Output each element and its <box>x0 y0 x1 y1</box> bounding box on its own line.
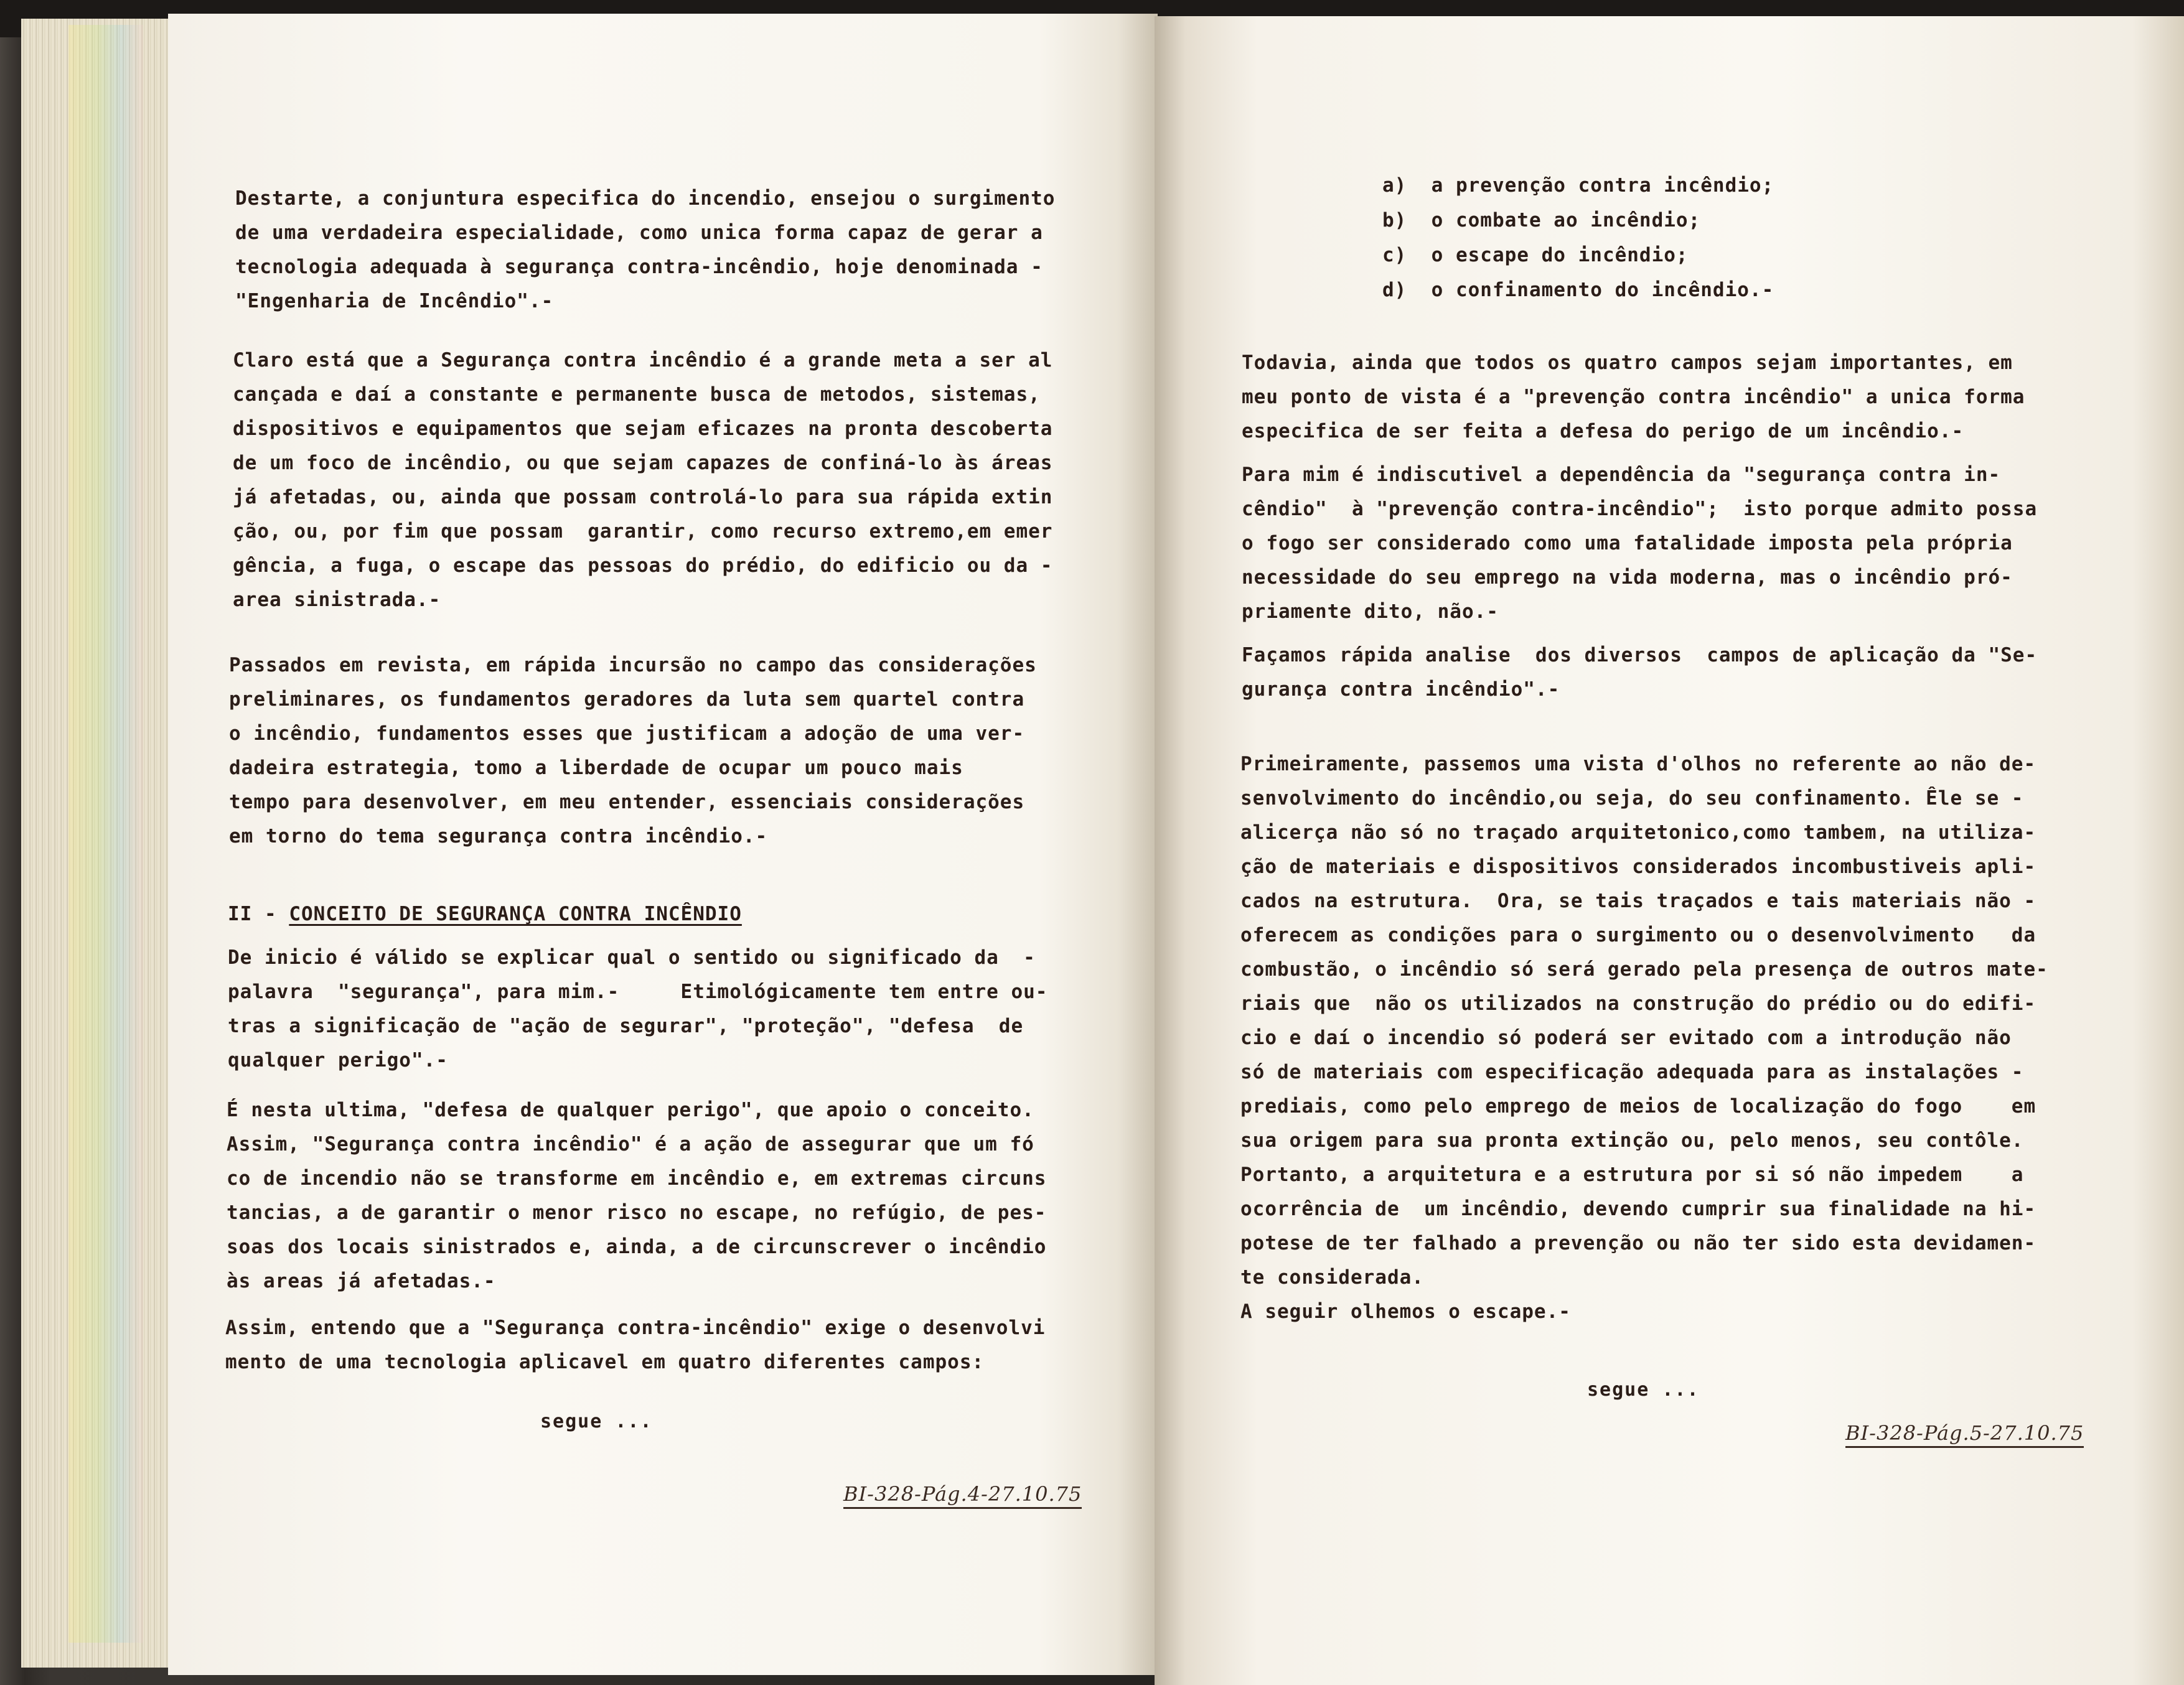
right-page <box>1155 16 2184 1685</box>
left-paragraph-4: De inicio é válido se explicar qual o sentido ou significado da - palavra "segurança", para mim.- Etimológicamente tem entre ou- tras a significação de "ação de segurar", "proteção", "defesa de qualquer perigo".- <box>228 946 1048 1071</box>
list-item-b: b) o combate ao incêndio; <box>1382 209 1701 231</box>
list-item-d: d) o confinamento do incêndio.- <box>1382 279 1774 301</box>
left-page-footer: BI-328-Pág.4-27.10.75 <box>843 1482 1082 1509</box>
list-item-a: a) a prevenção contra incêndio; <box>1382 174 1774 197</box>
section-heading-number: II - <box>228 903 289 925</box>
section-heading-title: CONCEITO DE SEGURANÇA CONTRA INCÊNDIO <box>289 903 742 925</box>
left-segue: segue ... <box>540 1411 653 1432</box>
left-paragraph-3: Passados em revista, em rápida incursão no campo das considerações preliminares, os fundamentos geradores da luta sem quartel contra o incêndio, fundamentos esses que justificam a adoção de uma ver- dadeira estrategia, tomo a liberdade de ocupar um pouco mais tempo para desenvolver, em meu entender, essenciais considerações em torno do tema segurança contra incêndio.- <box>229 654 1037 847</box>
section-heading <box>228 897 742 931</box>
right-paragraph-4: Primeiramente, passemos uma vista d'olhos no referente ao não de- senvolvimento do incêndio,ou seja, do seu confinamento. Êle se - alicerça não só no traçado arquitetonico,como tambem, na utiliza- ção de materiais e dispositivos considerados incombustiveis apli- cados na estrutura. Ora, se tais traçados e tais materiais não - oferecem as condições para o surgimento ou o desenvolvimento da combustão, o incêndio só será gerado pela presença de outros mate- riais que não os utilizados na construção do prédio ou do edifi- cio e daí o incendio só poderá ser evitado com a introdução não só de materiais com especificação adequada para as instalações - prediais, como pelo emprego de meios de localização do fogo em sua origem para sua pronta extinção ou, pelo menos, seu contôle. Portanto, a arquitetura e a estrutura por si só não impedem a ocorrência de um incêndio, devendo cumprir sua finalidade na hi- potese de ter falhado a prevenção ou não ter sido esta devidamen- te considerada. A seguir olhemos o escape.- <box>1240 753 2048 1323</box>
right-page-footer: BI-328-Pág.5-27.10.75 <box>1845 1421 2084 1448</box>
left-paragraph-2: Claro está que a Segurança contra incêndio é a grande meta a ser al cançada e daí a constante e permanente busca de metodos, sistemas, dispositivos e equipamentos que sejam eficazes na pronta descoberta de um foco de incêndio, ou que sejam capazes de confiná-lo às áreas já afetadas, ou, ainda que possam controlá-lo para sua rápida extin ção, ou, por fim que possam garantir, como recurso extremo,em emer gência, a fuga, o escape das pessoas do prédio, do edificio ou da - area sinistrada.- <box>233 349 1053 611</box>
left-paragraph-5: É nesta ultima, "defesa de qualquer perigo", que apoio o conceito. Assim, "Segurança contra incêndio" é a ação de assegurar que um fó co de incendio não se transforme em incêndio e, em extremas circuns tancias, a de garantir o menor risco no escape, no refúgio, de pes- soas dos locais sinistrados e, ainda, a de circunscrever o incêndio às areas já afetadas.- <box>227 1099 1047 1292</box>
right-paragraph-2: Para mim é indiscutivel a dependência da "segurança contra in- cêndio" à "prevenção contra-incêndio"; isto porque admito possa o fogo ser considerado como uma fatalidade imposta pela própria necessidade do seu emprego na vida moderna, mas o incêndio pró- priamente dito, não.- <box>1242 464 2038 623</box>
left-paragraph-1: Destarte, a conjuntura especifica do incendio, ensejou o surgimento de uma verdadeira especialidade, como unica forma capaz de gerar a tecnologia adequada à segurança contra-incêndio, hoje denominada - "Engenharia de Incêndio".- <box>235 187 1056 312</box>
right-paragraph-1: Todavia, ainda que todos os quatro campos sejam importantes, em meu ponto de vista é a "prevenção contra incêndio" a unica forma especifica de ser feita a defesa do perigo de um incêndio.- <box>1242 352 2025 442</box>
right-segue: segue ... <box>1587 1379 1700 1401</box>
left-page <box>168 14 1158 1675</box>
list-item-c: c) o escape do incêndio; <box>1382 244 1689 266</box>
right-paragraph-3: Façamos rápida analise dos diversos campos de aplicação da "Se- gurança contra incêndio".- <box>1242 644 2038 701</box>
left-paragraph-6: Assim, entendo que a "Segurança contra-incêndio" exige o desenvolvi mento de uma tecnologia aplicavel em quatro diferentes campos: <box>225 1317 1046 1373</box>
page-edges-tint <box>68 25 143 1643</box>
